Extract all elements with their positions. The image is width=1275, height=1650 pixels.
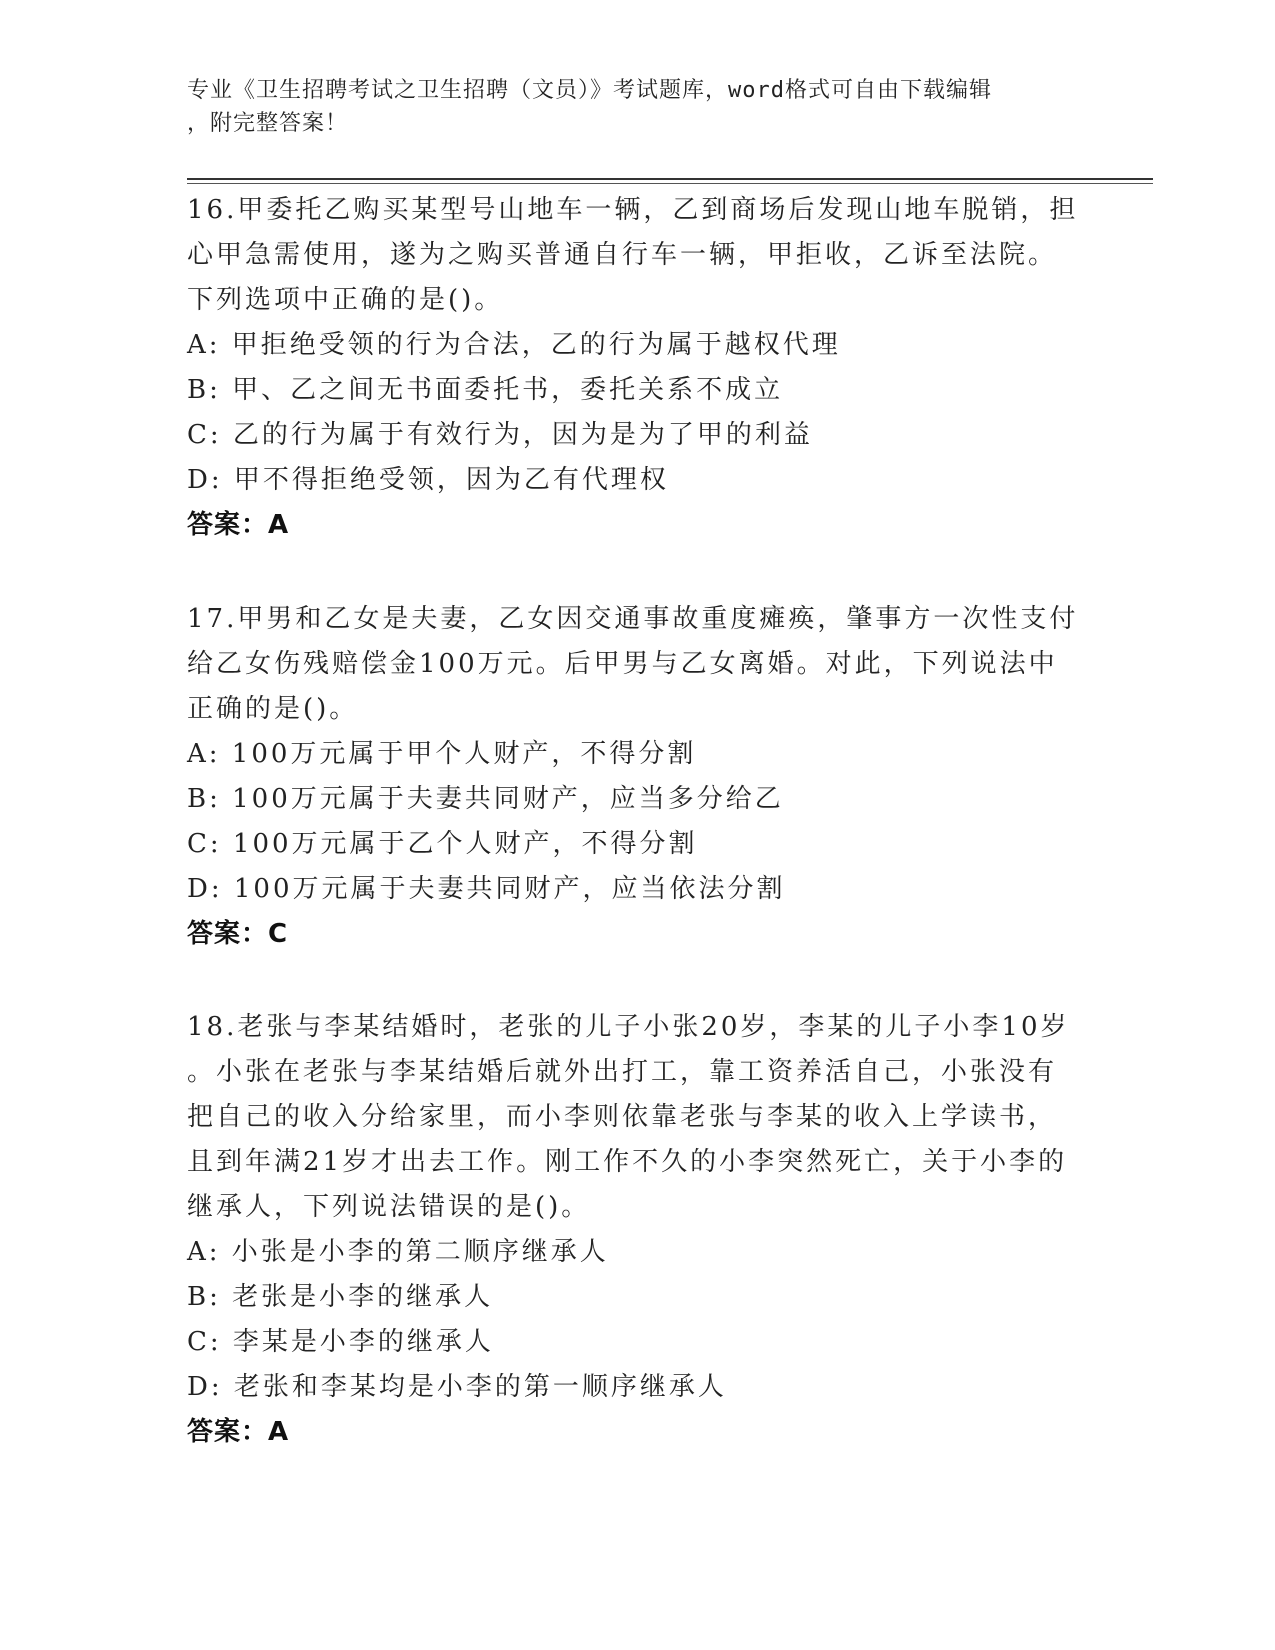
question-stem-line: 给乙女伤残赔偿金100万元。后甲男与乙女离婚。对此，下列说法中 bbox=[187, 649, 1058, 679]
answer-label: 答案：A bbox=[187, 1417, 290, 1447]
question-stem-line: 。小张在老张与李某结婚后就外出打工，靠工资养活自己，小张没有 bbox=[187, 1057, 1058, 1087]
answer-label: 答案：A bbox=[187, 510, 290, 540]
option-d: D: 甲不得拒绝受领，因为乙有代理权 bbox=[187, 465, 669, 495]
option-b: B: 甲、乙之间无书面委托书，委托关系不成立 bbox=[187, 375, 784, 405]
question-stem-line: 把自己的收入分给家里，而小李则依靠老张与李某的收入上学读书， bbox=[187, 1102, 1058, 1132]
answer-label: 答案：C bbox=[187, 919, 289, 949]
question-stem-line: 心甲急需使用，遂为之购买普通自行车一辆，甲拒收，乙诉至法院。 bbox=[187, 240, 1058, 270]
header-divider-thick bbox=[187, 178, 1153, 180]
option-d: D: 老张和李某均是小李的第一顺序继承人 bbox=[187, 1372, 727, 1402]
option-a: A: 100万元属于甲个人财产，不得分割 bbox=[187, 739, 697, 769]
question-17 bbox=[187, 597, 1087, 957]
option-b: B: 100万元属于夫妻共同财产，应当多分给乙 bbox=[187, 784, 784, 814]
question-stem-line: 18.老张与李某结婚时，老张的儿子小张20岁，李某的儿子小李10岁 bbox=[187, 1012, 1070, 1042]
option-a: A: 小张是小李的第二顺序继承人 bbox=[187, 1237, 609, 1267]
option-c: C: 乙的行为属于有效行为，因为是为了甲的利益 bbox=[187, 420, 813, 450]
option-c: C: 李某是小李的继承人 bbox=[187, 1327, 494, 1357]
header-line-2: ，附完整答案！ bbox=[187, 111, 349, 136]
header-divider-thin bbox=[187, 183, 1153, 184]
question-stem-line: 16.甲委托乙购买某型号山地车一辆，乙到商场后发现山地车脱销，担 bbox=[187, 195, 1079, 225]
question-stem-line: 继承人，下列说法错误的是()。 bbox=[187, 1192, 591, 1222]
question-stem-line: 下列选项中正确的是()。 bbox=[187, 285, 504, 315]
question-stem-line: 且到年满21岁才出去工作。刚工作不久的小李突然死亡，关于小李的 bbox=[187, 1147, 1068, 1177]
question-stem-line: 正确的是()。 bbox=[187, 694, 359, 724]
question-16 bbox=[187, 188, 1087, 548]
option-a: A: 甲拒绝受领的行为合法，乙的行为属于越权代理 bbox=[187, 330, 841, 360]
header-line-1: 专业《卫生招聘考试之卫生招聘（文员）》考试题库，word格式可自由下载编辑 bbox=[187, 78, 992, 103]
question-18 bbox=[187, 1005, 1087, 1455]
option-b: B: 老张是小李的继承人 bbox=[187, 1282, 494, 1312]
option-d: D: 100万元属于夫妻共同财产，应当依法分割 bbox=[187, 874, 786, 904]
question-stem-line: 17.甲男和乙女是夫妻，乙女因交通事故重度瘫痪，肇事方一次性支付 bbox=[187, 604, 1079, 634]
option-c: C: 100万元属于乙个人财产，不得分割 bbox=[187, 829, 698, 859]
document-header bbox=[187, 74, 1067, 140]
